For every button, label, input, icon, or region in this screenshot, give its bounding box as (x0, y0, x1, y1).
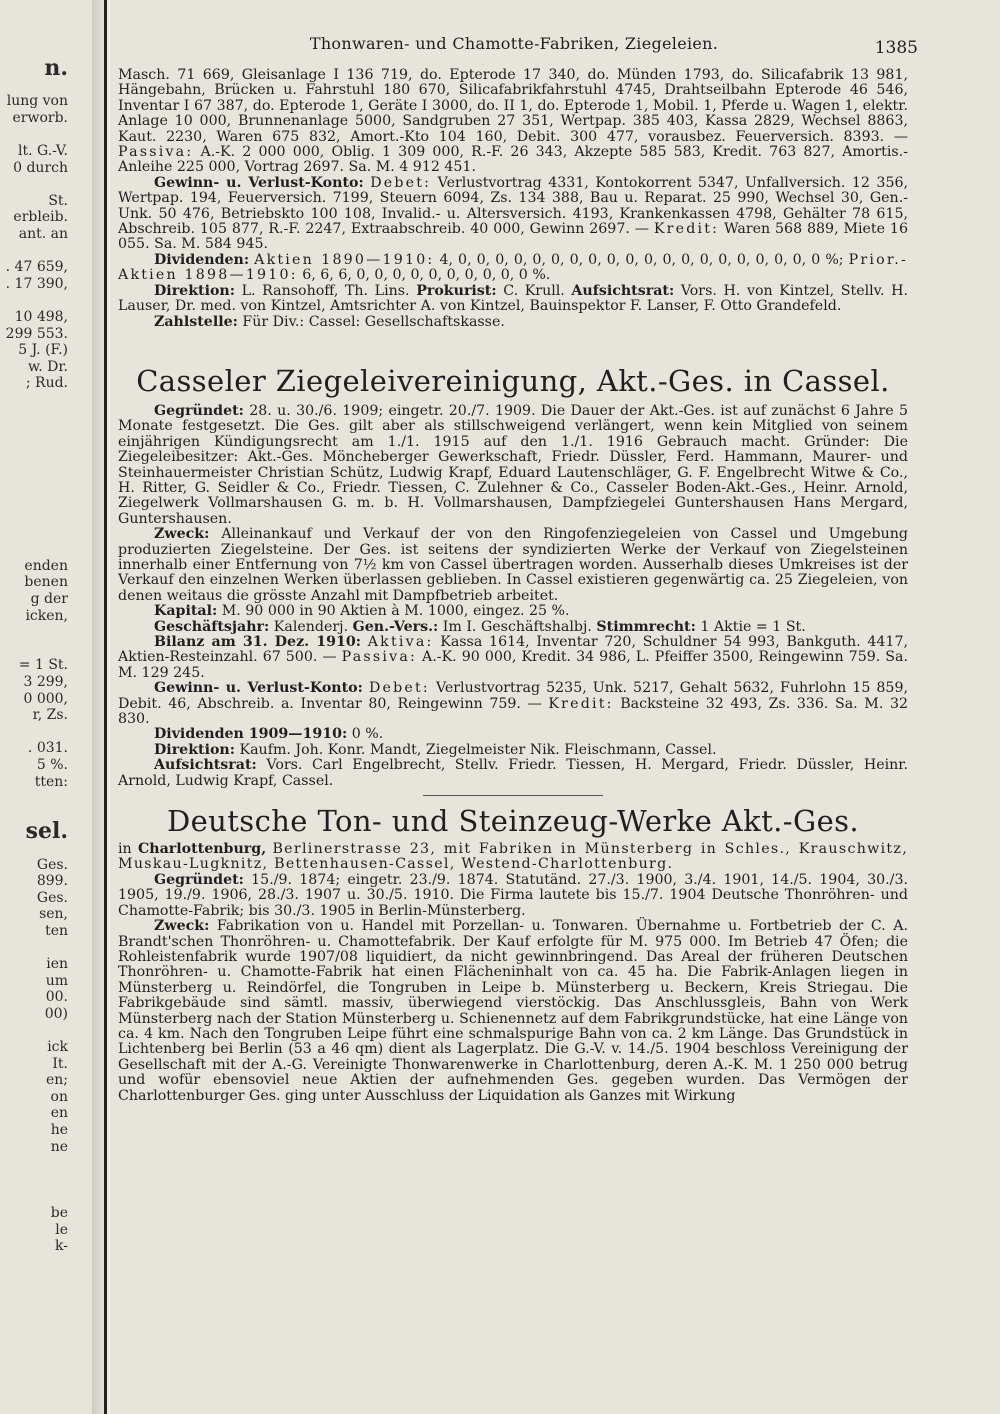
fragment-line: 299 553. (5, 325, 68, 342)
deutsche-purpose: Zweck: Fabrikation von u. Handel mit Porzellan- u. Tonwaren. Übernahme u. Fortbetrieb der C. A. Brandt'schen Thonröhren- u. Chamottefabrik. Der Kauf erfolgte für M. 975 000. Im Betrieb 47 Öfen; die Rohleistenfabrik wurde 1907/08 liquidiert, da nicht gewinnbringend. Das Areal der früheren Deutschen Thonröhren- u. Chamotte-Fabrik hat einen Flächeninhalt von ca. 45 ha. Die Fabrik-Anlagen liegen in Münsterberg u. Reindörfel, die Tongruben in Leipe b. Münsterberg u. Beckern, Kreis Striegau. Die Fabrikgebäude sind sämtl. massiv, überwiegend vierstöckig. Das Anschlussgleis, Bahn von Werk Münsterberg nach der Station Münsterberg u. Schienennetz auf dem Fabrikgrundstücke, hat eine Länge von ca. 4 km. Nach den Tongruben Leipe führt eine schmalspurige Bahn von ca. 2 km Länge. Das Grundstück in Lichtenberg bei Berlin (53 a 46 qm) dient als Lagerplatz. Die G.-V. v. 14./5. 1904 beschloss Vereinigung der Gesellschaft mit der A.-G. Vereinigte Thonwarenwerke in Charlottenburg, deren A.-K. M. 1 250 000 betrug und wofür ebensoviel neue Aktien der aufnehmenden Ges. gegeben wurden. Das Vermögen der Charlottenburger Ges. ging unter Ausschluss der Liquidation als Ganzes mit Wirkung (118, 918, 908, 1104)
fragment-line: lung von (6, 93, 68, 110)
fragment-line: erbleib. (13, 209, 68, 226)
fragment-line: le (55, 1221, 68, 1238)
fragment-line: 10 498, (14, 308, 68, 325)
fragment-line: Ges. (36, 856, 68, 873)
fragment-line: icken, (25, 607, 68, 624)
fragment-line: Ges. (36, 889, 68, 906)
fragment-line (0, 126, 68, 143)
fragment-line (0, 641, 68, 658)
fragment-line: w. Dr. (27, 358, 68, 375)
fragment-line (0, 176, 68, 193)
gutter-shadow (92, 0, 110, 1414)
fragment-line (0, 1172, 68, 1189)
casseler-founded: Gegründet: 28. u. 30./6. 1909; eingetr. 20./7. 1909. Die Dauer der Akt.-Ges. ist auf zunächst 6 Jahre 5 Monate festgesetzt. Die Ges. gilt aber als stillschweigend verlängert, wenn kein Mitglied von seinem einjährigen Kündigungsrecht am 1./1. 1915 auf den 1./1. 1916 Gebrauch macht. Gründer: Die Ziegeleibesitzer: Akt.-Ges. Möncheberger Gewerkschaft, Friedr. Düssler, Ferd. Hammann, Maurer- und Steinhauermeister Christian Schütz, Ludwig Krapf, Eduard Lautenschläger, G. F. Engelbrecht Witwe & Co., H. Ritter, G. Seidler & Co., Friedr. Tiessen, C. Zulehner & Co., Casseler Boden-Akt.-Ges., Heinr. Arnold, Ziegelwerk Vollmarshausen G. m. b. H. Vollmarshausen, Dampfziegelei Guntershausen Hans Mergard, Guntershausen. (118, 402, 908, 527)
fragment-line: It. (52, 1055, 68, 1072)
fragment-line: he (50, 1122, 68, 1138)
fragment-line: . 47 659, (5, 259, 68, 276)
casseler-purpose: Zweck: Alleinankauf und Verkauf der von den Ringofenziegeleien von Cassel und Umgebung produzierten Ziegelsteine. Der Ges. ist seitens der syndizierten Werke der Verkauf von Ziegelsteinen innerhalb einer Entfernung von 7½ km von Cassel übertragen worden. Ausserhalb dieses Umkreises ist der Verkauf den einzelnen Werken überlassen geblieben. In Cassel existieren gegenwärtig ca. 25 Ziegeleien, von denen weitaus die grösste Anzahl mit Dampfbetrieb arbeitet. (118, 526, 908, 604)
management: Direktion: L. Ransohoff, Th. Lins. Prokurist: C. Krull. Aufsichtsrat: Vors. H. von Kintzel, Stellv. H. Lauser, Dr. med. von Kintzel, Amtsrichter A. von Kintzel, Bauinspektor F. Lanser, F. Otto Grandefeld. (118, 282, 909, 315)
fragment-line: ick (47, 1039, 68, 1056)
deutsche-location: in Charlottenburg, Berlinerstrasse 23, mit Fabriken in Münsterberg in Schles., Krauschwitz, Muskau-Lugknitz, Bettenhausen-Cassel, Westend-Charlottenburg. (118, 841, 909, 873)
fragment-line (0, 1022, 68, 1039)
balance-continuation: Masch. 71 669, Gleisanlage I 136 719, do. Epterode 17 340, do. Münden 1793, do. Silicafabrik 13 981, Hängebahn, Brücken u. Fahrstuhl 180 670, Silicafabrikfahrstuhl 4745, Drahtseilbahn Epterode 46 546, Inventar I 67 387, do. Epterode 1, Geräte I 3000, do. II 1, do. Epterode 1, Mobil. 1, Pferde u. Wagen 1, elektr. Anlage 10 000, Brunnenanlage 5000, Sandgruben 27 351, Wertpap. 385 403, Kassa 2829, Wechsel 8863, Kaut. 2230, Waren 675 832, Amort.-Kto 104 160, Debit. 300 477, vorausbez. Feuerversich. 8393. — Passiva: A.-K. 2 000 000, Oblig. 1 309 000, R.-F. 26 343, Akzepte 585 583, Kredit. 763 827, Amortis.-Anleihe 225 000, Vortrag 2697. Sa. M. 4 912 451. (118, 67, 908, 176)
profit-loss-account: Gewinn- u. Verlust-Konto: Debet: Verlustvortrag 4331, Kontokorrent 5347, Unfallversich. 12 356, Wertpap. 194, Feuerversich. 7199, Steuern 6094, Zs. 134 388, Bau u. Reparat. 25 990, Wechsel 30, Gen.-Unk. 50 476, Betriebskto 100 108, Invalid.- u. Altersversich. 4193, Krankenkassen 4798, Gehälter 78 615, Abschreib. 105 877, R.-F. 2247, Extraabschreib. 40 000, Gewinn 2697. — Kredit: Waren 568 889, Miete 16 055. Sa. M. 584 945. (118, 174, 909, 253)
fragment-line: sen, (39, 906, 68, 923)
fragment-line: = 1 St. (18, 657, 68, 674)
fragment-line (0, 1155, 68, 1172)
fragment-line (0, 442, 68, 459)
fragment-line: lt. G.-V. (18, 142, 68, 159)
fragment-line (0, 790, 68, 807)
fragment-line (0, 458, 68, 475)
fragment-line: r, Zs. (32, 707, 68, 724)
fragment-line: um (45, 972, 68, 989)
fragment-line (0, 624, 68, 641)
fragment-line (0, 541, 68, 558)
fragment-line: sel. (25, 818, 68, 845)
fragment-line: be (50, 1204, 68, 1221)
fragment-line: g der (30, 591, 68, 607)
fragment-line: ne (50, 1138, 68, 1155)
header-title: Thonwaren- und Chamotte-Fabriken, Ziegeleien. (309, 34, 719, 53)
section-heading-deutsche: Deutsche Ton- und Steinzeug-Werke Akt.-Ges. (166, 804, 860, 839)
fragment-line (0, 939, 68, 956)
main-column (118, 68, 908, 1104)
casseler-dividends: Dividenden 1909—1910: 0 %. (154, 726, 384, 743)
fragment-line (0, 508, 68, 525)
fragment-line: n. (44, 60, 68, 81)
fragment-line: . 031. (27, 740, 68, 757)
fragment-line: 3 299, (23, 673, 68, 690)
fragment-line: ant. an (18, 225, 68, 242)
fragment-line: tten: (34, 773, 68, 790)
casseler-profit-loss: Gewinn- u. Verlust-Konto: Debet: Verlustvortrag 5235, Unk. 5217, Gehalt 5632, Fuhrlohn 15 859, Debit. 46, Abschreib. a. Inventar 80, Reingewinn 759. — Kredit: Backsteine 32 493, Zs. 336. Sa. M. 32 830. (118, 680, 908, 728)
fragment-line: 899. (36, 873, 68, 890)
fragment-line (0, 491, 68, 508)
fragment-line (0, 408, 68, 425)
fragment-line: . 17 390, (5, 275, 68, 292)
fragment-line (0, 1188, 68, 1205)
fragment-line: benen (24, 574, 68, 591)
fragment-line: erworb. (12, 109, 68, 126)
fragment-line: 0 000, (23, 690, 68, 707)
fragment-line: 0 durch (13, 159, 68, 176)
fragment-line: ten (45, 922, 68, 939)
fragment-line (0, 525, 68, 542)
fragment-line (0, 292, 68, 309)
fragment-line (0, 243, 68, 260)
fragment-line (0, 475, 68, 492)
fragment-line: 00. (45, 989, 68, 1006)
paying-agent: Zahlstelle: Für Div.: Cassel: Gesellschaftskasse. (154, 313, 505, 330)
fragment-line: St. (48, 192, 68, 209)
fragment-line: on (50, 1088, 68, 1105)
running-header (110, 34, 918, 58)
dividends: Dividenden: Aktien 1890—1910: 4, 0, 0, 0, 0, 0, 0, 0, 0, 0, 0, 0, 0, 0, 0, 0, 0, 0, 0, 0, 0 %; Prior.-Aktien 1898—1910: 6, 6, 6, 0, 0, 0, 0, 0, 0, 0, 0, 0, 0 %. (118, 251, 908, 284)
fragment-line: en (50, 1105, 68, 1122)
fragment-line: en; (45, 1072, 68, 1089)
fragment-line (0, 425, 68, 442)
section-heading-casseler: Casseler Ziegeleivereinigung, Akt.-Ges. in Cassel. (136, 363, 890, 398)
fragment-line: ien (46, 956, 68, 973)
gutter-line (104, 0, 107, 1414)
fragment-line (0, 724, 68, 741)
deutsche-founded: Gegründet: 15./9. 1874; eingetr. 23./9. 1874. Statutänd. 27./3. 1900, 3./4. 1901, 14./5. 1904, 30./3. 1905, 19./9. 1906, 28./3. 1907 u. 30./5. 1910. Die Firma lautete bis 15./7. 1904 Deutsche Thonröhren- und Chamotte-Fabrik; bis 30./3. 1905 in Berlin-Münsterberg. (118, 871, 908, 919)
casseler-capital: Kapital: M. 90 000 in 90 Aktien à M. 1000, eingez. 25 %. (154, 603, 570, 620)
fragment-line: 00) (44, 1005, 68, 1022)
casseler-supervisory-board: Aufsichtsrat: Vors. Carl Engelbrecht, Stellv. Friedr. Tiessen, H. Mergard, Friedr. Düssler, Heinr. Arnold, Ludwig Krapf, Cassel. (118, 757, 909, 789)
fragment-line: 5 J. (F.) (18, 342, 68, 359)
fragment-line: k- (55, 1238, 68, 1255)
casseler-fiscal-year: Geschäftsjahr: Kalenderj. Gen.-Vers.: Im I. Geschäftshalbj. Stimmrecht: 1 Aktie = 1 St. (154, 618, 806, 635)
previous-page-fragments (0, 60, 68, 1255)
fragment-line: enden (24, 557, 68, 574)
fragment-line: 5 %. (36, 756, 68, 773)
casseler-balance: Bilanz am 31. Dez. 1910: Aktiva: Kassa 1614, Inventar 720, Schuldner 54 993, Bankguth. 4417, Aktien-Resteinzahl. 67 500. — Passiva: A.-K. 90 000, Kredit. 34 986, L. Pfeiffer 3500, Reingewinn 759. Sa. M. 129 245. (118, 634, 908, 681)
fragment-line (0, 392, 68, 409)
page-number: 1385 (874, 38, 918, 58)
casseler-management: Direktion: Kaufm. Joh. Konr. Mandt, Ziegelmeister Nik. Fleischmann, Cassel. (154, 741, 717, 758)
fragment-line: ; Rud. (25, 375, 68, 392)
